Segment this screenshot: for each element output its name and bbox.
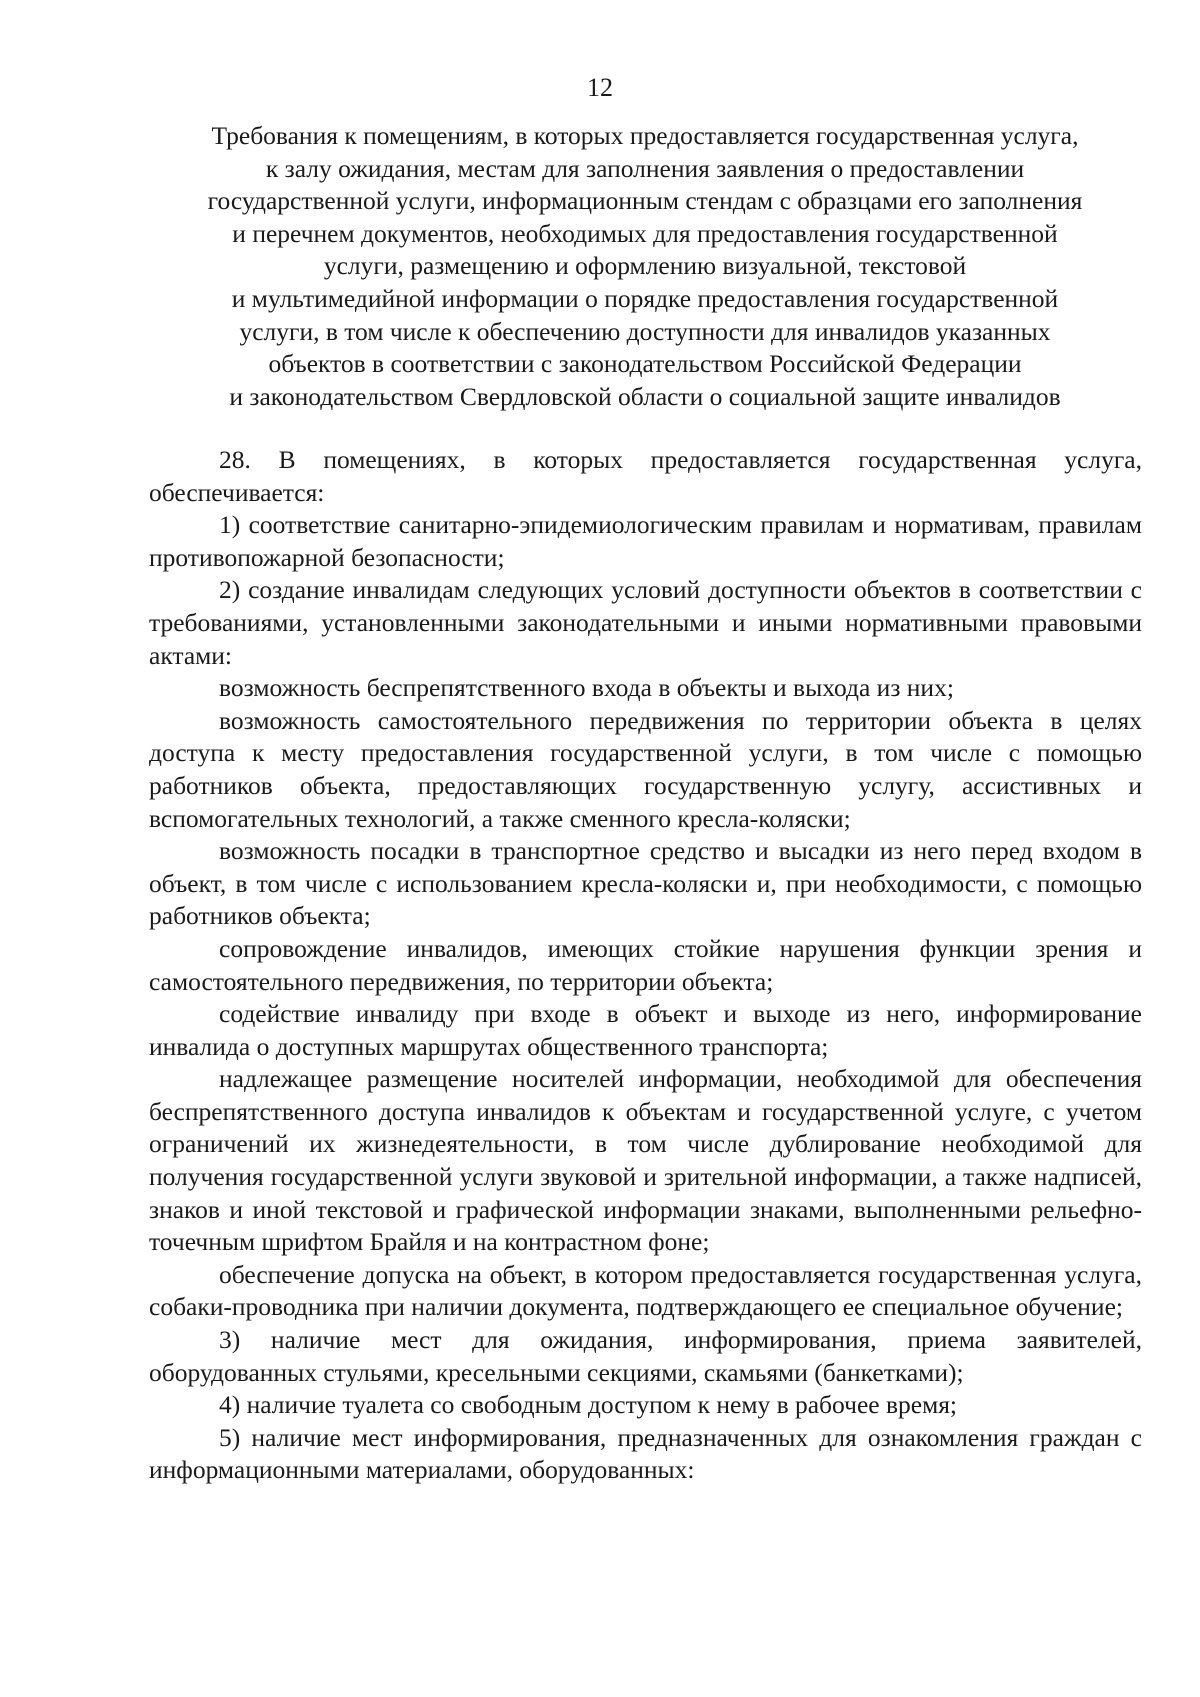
paragraph-subitem-1: 1) соответствие санитарно-эпидемиологическим правилам и нормативам, правилам противопожарной безопасности; [149, 510, 1142, 572]
paragraph-subitem-4: 4) наличие туалета со свободным доступом к нему в рабочее время; [219, 1390, 958, 1420]
paragraph-condition: сопровождение инвалидов, имеющих стойкие нарушения функции зрения и самостоятельного передвижения, по территории объекта; [149, 933, 1142, 996]
paragraph-condition: содействие инвалиду при входе в объект и выходе из него, информирование инвалида о доступных маршрутах общественного транспорта; [149, 999, 1142, 1061]
heading-line: государственной услуги, информационным стендам с образцами его заполнения [207, 186, 1083, 216]
heading-line: и мультимедийной информации о порядке предоставления государственной [231, 283, 1059, 313]
heading-line: и перечнем документов, необходимых для предоставления государственной [232, 218, 1058, 248]
section-heading [150, 120, 1140, 413]
heading-line: услуги, в том числе к обеспечению доступности для инвалидов указанных [239, 316, 1051, 346]
paragraph-subitem-3: 3) наличие мест для ожидания, информирования, приема заявителей, оборудованных стульями, кресельными секциями, скамьями (банкетками); [149, 1325, 1142, 1387]
paragraph-item-28: 28. В помещениях, в которых предоставляется государственная услуга, обеспечивается: [149, 445, 1142, 507]
heading-line: и законодательством Свердловской области о социальной защите инвалидов [229, 381, 1061, 411]
heading-line: объектов в соответствии с законодательством Российской Федерации [268, 349, 1022, 379]
paragraph-condition: возможность посадки в транспортное средство и высадки из него перед входом в объект, в том числе с использованием кресла-коляски и, при необходимости, с помощью работников объекта; [149, 836, 1142, 931]
paragraph-subitem-2: 2) создание инвалидам следующих условий доступности объектов в соответствии с требованиями, установленными законодательными и иными нормативными правовыми актами: [149, 575, 1142, 670]
heading-line: к залу ожидания, местам для заполнения заявления о предоставлении [265, 153, 1025, 183]
paragraph-condition: обеспечение допуска на объект, в котором предоставляется государственная услуга, собаки-проводника при наличии документа, подтверждающего ее специальное обучение; [149, 1259, 1142, 1322]
heading-line: Требования к помещениям, в которых предоставляется государственная услуга, [211, 121, 1079, 150]
paragraph-subitem-5: 5) наличие мест информирования, предназначенных для ознакомления граждан с информационными материалами, оборудованных: [149, 1422, 1142, 1485]
paragraph-condition: возможность беспрепятственного входа в объекты и выхода из них; [219, 673, 954, 703]
paragraph-condition: надлежащее размещение носителей информации, необходимой для обеспечения беспрепятственного доступа инвалидов к объектам и государственной услуге, с учетом ограничений их жизнедеятельности, в том числе дублирование необходимой для получения государственной услуги звуковой и зрительной информации, а также надписей, знаков и иной текстовой и графической информации знаками, выполненными рельефно-точечным шрифтом Брайля и на контрастном фоне; [149, 1064, 1142, 1257]
paragraph-condition: возможность самостоятельного передвижения по территории объекта в целях доступа к месту предоставления государственной услуги, в том числе с помощью работников объекта, предоставляющих государственную услугу, ассистивных и вспомогательных технологий, а также сменного кресла-коляски; [149, 705, 1142, 833]
heading-line: услуги, размещению и оформлению визуальной, текстовой [323, 251, 967, 281]
document-body [149, 444, 1142, 1487]
page-number: 12 [587, 73, 613, 102]
